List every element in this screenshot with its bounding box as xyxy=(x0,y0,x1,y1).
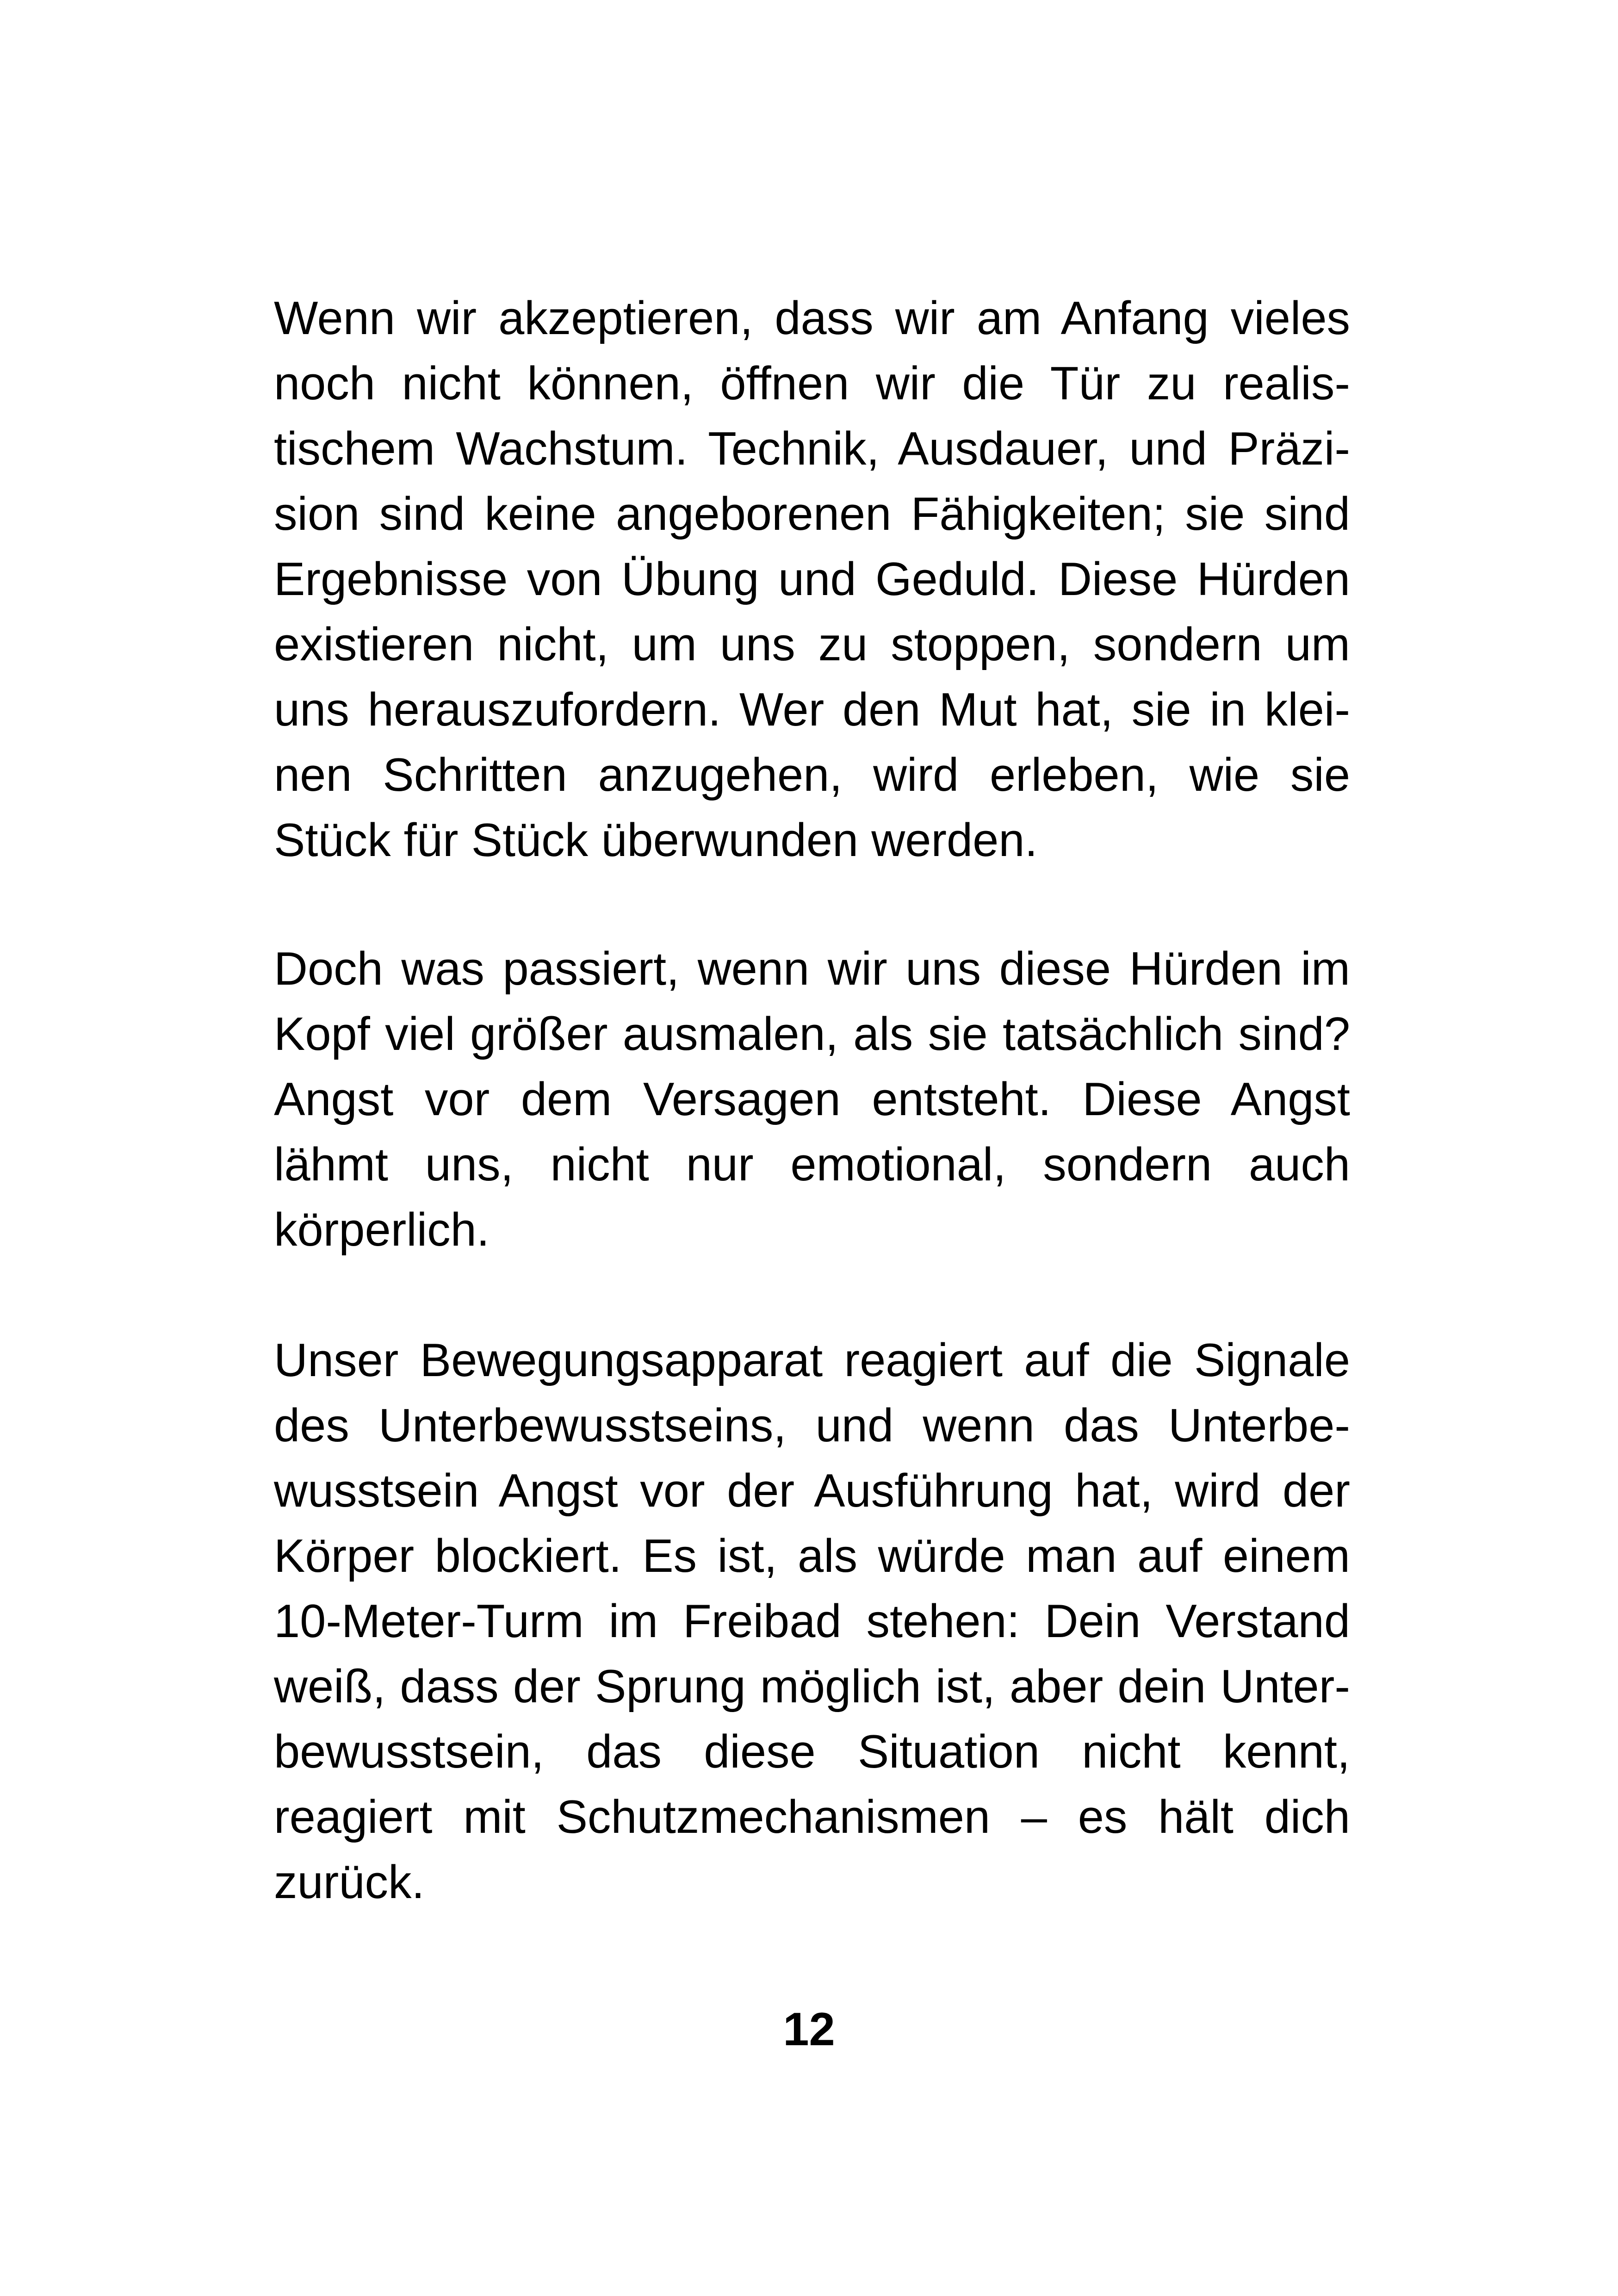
text-line: wusstsein Angst vor der Ausführung hat, wird der xyxy=(274,1465,1350,1517)
paragraph-1 xyxy=(274,286,1350,873)
text-line: 10-Meter-Turm im Freibad stehen: Dein Verstand xyxy=(274,1595,1350,1647)
text-line: existieren nicht, um uns zu stoppen, sondern um xyxy=(274,619,1350,670)
text-line: tischem Wachstum. Technik, Ausdauer, und Präzi- xyxy=(274,423,1350,475)
text-line: Doch was passiert, wenn wir uns diese Hürden im xyxy=(274,943,1350,995)
text-line: Körper blockiert. Es ist, als würde man auf einem xyxy=(274,1530,1350,1582)
text-line: sion sind keine angeborenen Fähigkeiten; sie sind xyxy=(274,488,1350,540)
text-line: noch nicht können, öffnen wir die Tür zu realis- xyxy=(274,358,1350,410)
text-line: körperlich. xyxy=(274,1204,490,1256)
paragraph-3 xyxy=(274,1328,1350,1915)
text-line: reagiert mit Schutzmechanismen – es hält dich xyxy=(274,1791,1350,1843)
text-line: Ergebnisse von Übung und Geduld. Diese Hürden xyxy=(274,553,1350,605)
text-line: lähmt uns, nicht nur emotional, sondern auch xyxy=(274,1139,1350,1191)
text-line: weiß, dass der Sprung möglich ist, aber dein Unter- xyxy=(274,1661,1350,1713)
text-line: bewusstsein, das diese Situation nicht kennt, xyxy=(274,1726,1350,1778)
text-line: des Unterbewusstseins, und wenn das Unterbe- xyxy=(274,1400,1350,1452)
text-line: Angst vor dem Versagen entsteht. Diese Angst xyxy=(274,1074,1350,1125)
paragraph-2 xyxy=(274,937,1350,1263)
page-number: 12 xyxy=(783,2004,835,2055)
text-line: Unser Bewegungsapparat reagiert auf die Signale xyxy=(274,1334,1350,1386)
text-line: Kopf viel größer ausmalen, als sie tatsächlich sind? xyxy=(274,1008,1350,1060)
text-line: nen Schritten anzugehen, wird erleben, wie sie xyxy=(274,749,1350,801)
text-line: Stück für Stück überwunden werden. xyxy=(274,814,1038,866)
text-line: Wenn wir akzeptieren, dass wir am Anfang vieles xyxy=(274,292,1350,344)
text-line: uns herauszufordern. Wer den Mut hat, sie in klei- xyxy=(274,684,1350,736)
text-line: zurück. xyxy=(274,1856,425,1908)
